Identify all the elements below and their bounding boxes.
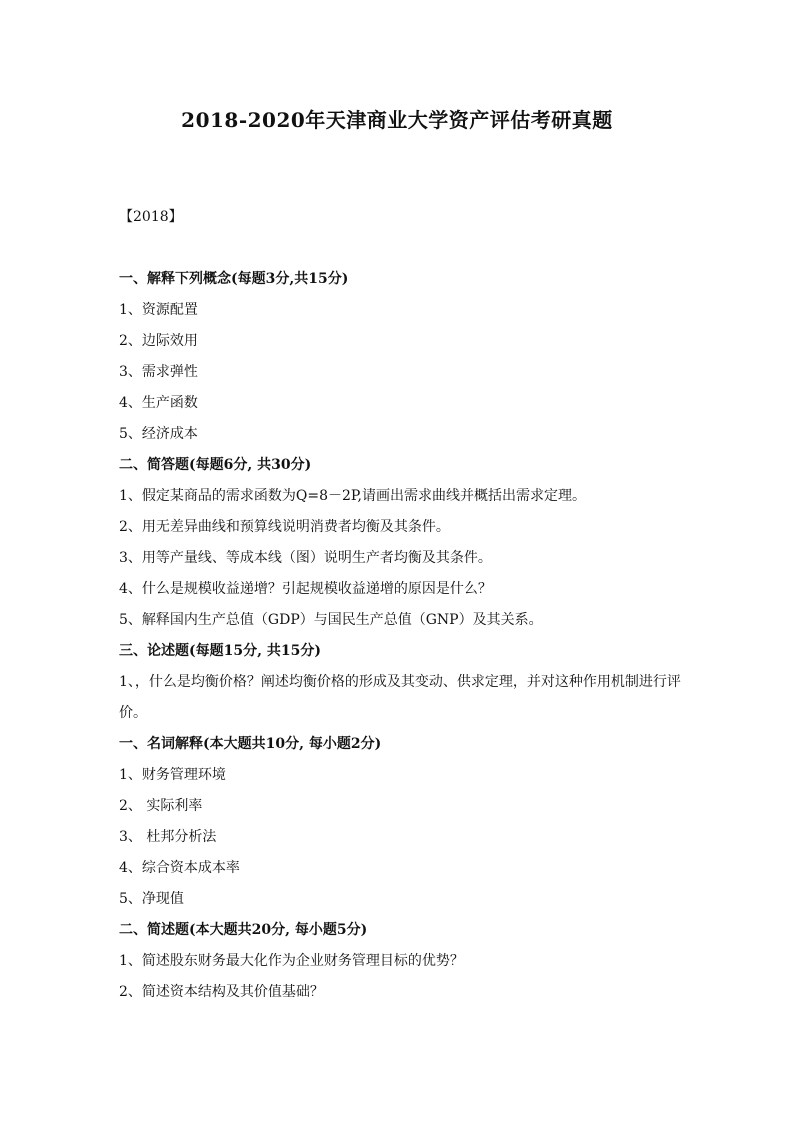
question-item: 5、净现值 <box>119 891 184 907</box>
question-item: 1、假定某商品的需求函数为Q=8－2P,请画出需求曲线并概括出需求定理。 <box>119 488 586 504</box>
question-item: 2、简述资本结构及其价值基础？ <box>119 984 324 1000</box>
question-list <box>119 268 689 1012</box>
question-item: 5、解释国内生产总值（GDP）与国民生产总值（GNP）及其关系。 <box>119 612 543 628</box>
year-tag: 【2018】 <box>119 209 183 225</box>
question-item: 4、综合资本成本率 <box>119 860 240 876</box>
question-item: 3、需求弹性 <box>119 364 198 380</box>
question-item: 2、 实际利率 <box>119 798 203 814</box>
question-item: 1、财务管理环境 <box>119 767 226 783</box>
question-item: 3、 杜邦分析法 <box>119 829 217 845</box>
section-heading: 二、简答题(每题6分, 共30分) <box>119 457 312 473</box>
question-item: 1、简述股东财务最大化作为企业财务管理目标的优势？ <box>119 953 464 969</box>
question-item: 4、什么是规模收益递增？引起规模收益递增的原因是什么？ <box>119 581 492 597</box>
section-heading: 二、简述题(本大题共20分, 每小题5分) <box>119 922 368 938</box>
section-heading: 一、名词解释(本大题共10分, 每小题2分) <box>119 736 382 752</box>
question-item: 1、，什么是均衡价格？阐述均衡价格的形成及其变动、供求定理，并对这种作用机制进行评价。 <box>119 674 681 721</box>
section-heading: 一、解释下列概念(每题3分,共15分) <box>119 271 349 287</box>
page-title: 2018-2020年天津商业大学资产评估考研真题 <box>181 108 613 132</box>
question-item: 2、用无差异曲线和预算线说明消费者均衡及其条件。 <box>119 519 450 535</box>
question-item: 3、用等产量线、等成本线（图）说明生产者均衡及其条件。 <box>119 550 492 566</box>
question-item: 4、生产函数 <box>119 395 198 411</box>
question-item: 1、资源配置 <box>119 302 198 318</box>
section-heading: 三、论述题(每题15分, 共15分) <box>119 643 321 659</box>
question-item: 2、边际效用 <box>119 333 198 349</box>
question-item: 5、经济成本 <box>119 426 198 442</box>
